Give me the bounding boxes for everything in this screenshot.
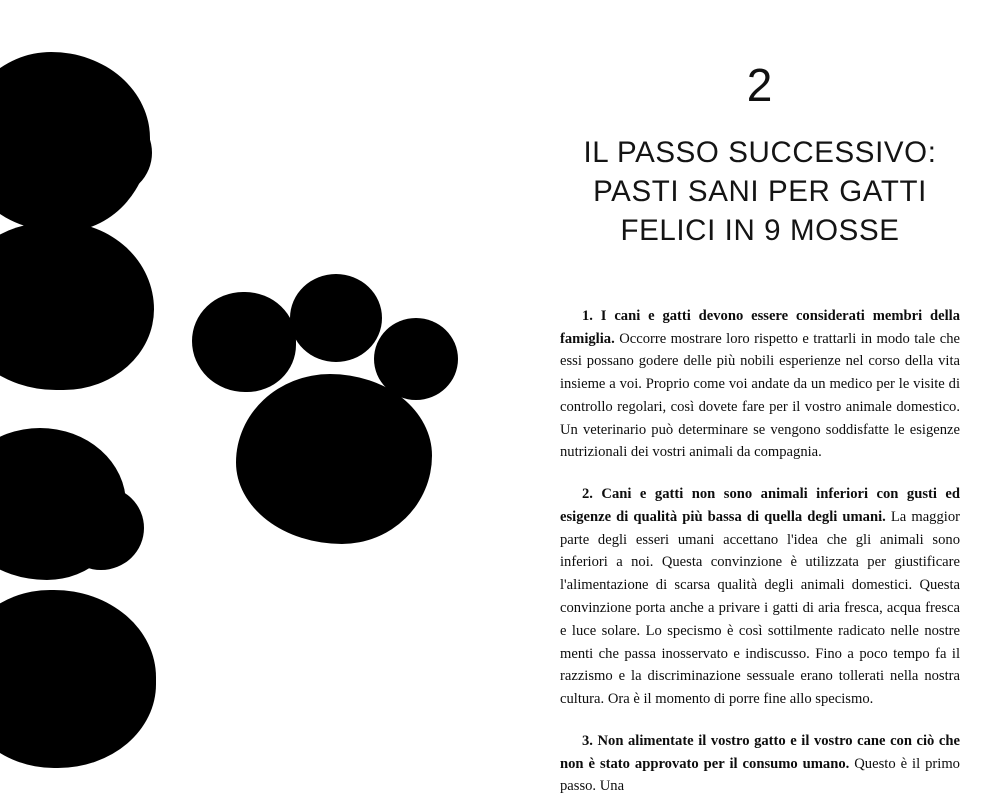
paw-shape bbox=[0, 590, 156, 768]
paragraph-lead: 1. I cani e gatti devono essere considerati membri della famiglia. bbox=[560, 307, 960, 347]
paragraph bbox=[560, 483, 960, 711]
paw-shape bbox=[236, 374, 432, 544]
body-copy bbox=[560, 305, 960, 798]
paragraph bbox=[560, 305, 960, 464]
paw-shape bbox=[290, 274, 382, 362]
chapter-number: 2 bbox=[746, 59, 774, 111]
paw-shape bbox=[374, 318, 458, 400]
chapter-title-line-2: PASTI SANI PER GATTI bbox=[593, 174, 927, 208]
chapter-content bbox=[560, 0, 960, 795]
paragraph-text: Occorre mostrare loro rispetto e trattarli in modo tale che essi possano godere delle più nobili esperienze nel corso della vita insieme a voi. Proprio come voi andate da un medico per le visite di controllo regolari, così dovete fare per il vostro animale domestico. Un veterinario può determinare se vengono soddisfatte le esigenze nutrizionali dei vostri animali da compagnia. bbox=[560, 330, 960, 461]
paragraph-lead: 2. Cani e gatti non sono animali inferiori con gusti ed esigenze di qualità più bassa di quella degli umani. bbox=[560, 486, 960, 525]
paw-shape bbox=[0, 52, 150, 232]
paw-shape bbox=[0, 428, 126, 580]
paw-shape bbox=[58, 486, 144, 570]
paragraph bbox=[560, 730, 960, 798]
paw-shape bbox=[0, 222, 154, 390]
paw-shape bbox=[192, 292, 296, 392]
paragraph-lead: 3. Non alimentate il vostro gatto e il vostro cane con ciò che non è stato approvato per il consumo umano. bbox=[560, 732, 960, 772]
paragraph-text: Questo è il primo passo. Una bbox=[560, 755, 960, 795]
paw-shape bbox=[60, 108, 152, 196]
chapter-title-line-1: IL PASSO SUCCESSIVO: bbox=[583, 136, 937, 169]
chapter-title-line-3: FELICI IN 9 MOSSE bbox=[620, 213, 900, 247]
page-title bbox=[560, 134, 960, 251]
paragraph-text: La maggior parte degli esseri umani accettano l'idea che gli animali sono inferiori a noi. Questa convinzione è utilizzata per giustificare l'alimentazione di scarsa qualità degli animali domestici. Questa convinzione porta anche a privare i gatti di aria fresca, acqua fresca e luce solare. Lo specismo è così sottilmente radicato nelle nostre menti che passa inosservato e indiscusso. Fino a poco tempo fa il razzismo e la discriminazione sessuale erano tollerati nella nostra cultura. Ora è il momento di porre fine allo specismo. bbox=[560, 508, 960, 708]
